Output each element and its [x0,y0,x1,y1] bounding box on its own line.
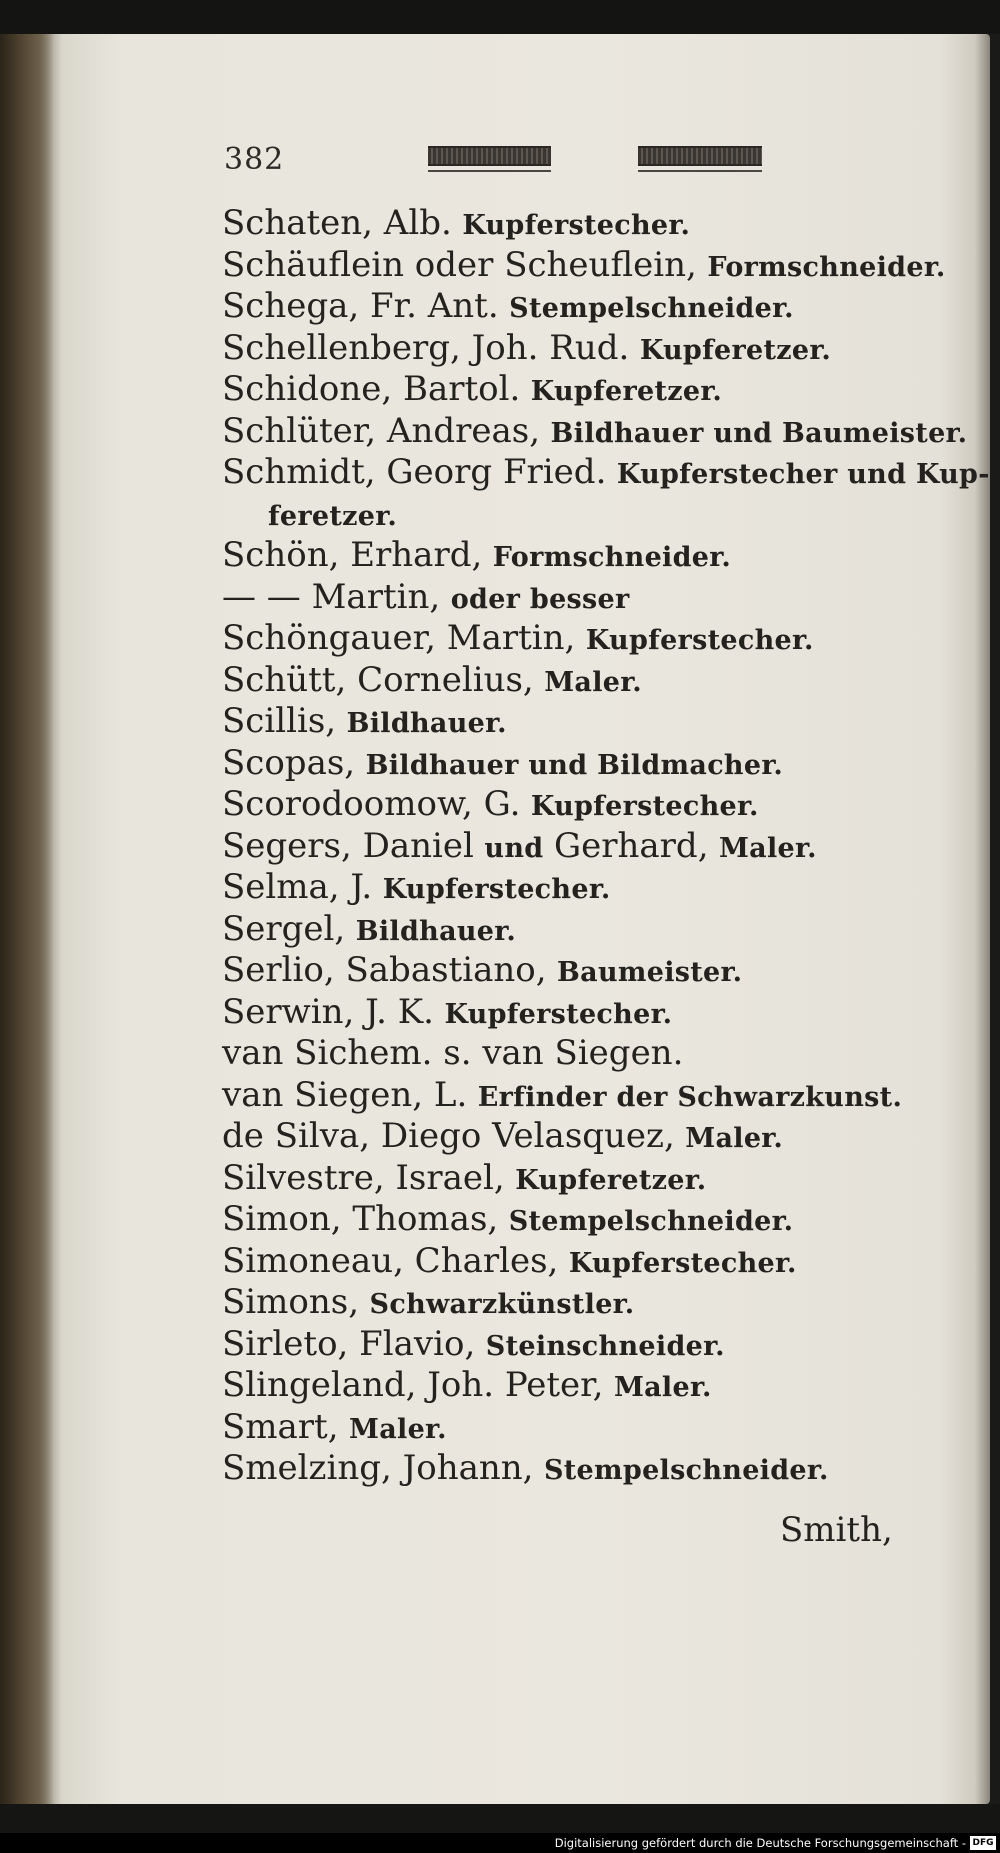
index-entry [222,742,972,784]
entry-name: — — Martin, [222,576,441,617]
entry-description: Erfinder der Schwarzkunst. [477,1081,903,1113]
entry-name: Serlio, Sabastiano, [222,950,547,990]
index-entry [222,1406,972,1448]
index-entry [222,285,972,327]
entry-description: Bildhauer. [346,708,507,739]
index-entry [222,451,990,493]
header-rule-right [638,170,762,172]
index-entry [222,783,972,825]
entry-name: Sergel, [222,908,346,949]
page-number: 382 [224,142,285,177]
entry-name: Scorodoomow, G. [222,784,521,824]
header-ornament-right [638,146,762,166]
funding-notice: Digitalisierung gefördert durch die Deutsche Forschungsgemeinschaft - [554,1836,966,1850]
entry-description: Stempelschneider. [508,1206,794,1237]
entry-name: de Silva, Diego Velasquez, [222,1116,675,1156]
entry-description: Kupferstecher. [568,1247,797,1279]
entry-description: Kupferstecher. [530,791,759,822]
index-entry [222,1447,972,1489]
catchword: Smith, [780,1510,893,1550]
index-entry [222,825,972,867]
entry-name: Schön, Erhard, [222,535,483,575]
entry-description: Bildhauer. [355,915,517,947]
index-entry [222,410,972,452]
index-entry [222,1074,972,1116]
entry-name: Sirleto, Flavio, [222,1323,476,1364]
index-entry [222,534,972,576]
index-entry [222,1323,972,1365]
book-spine-shadow [0,34,54,1804]
entry-description: Maler. [544,666,642,698]
entry-name: Schlüter, Andreas, [222,410,541,451]
entry-name: Schidone, Bartol. [222,369,521,409]
top-scan-border [0,0,1000,34]
entry-description: Maler. [685,1123,784,1154]
index-entry [222,1364,972,1406]
entry-description: Stempelschneider. [543,1455,829,1486]
entry-name: Schöngauer, Martin, [222,618,576,658]
entry-description: Bildhauer und Bildmacher. [365,749,784,781]
entry-description: Stempelschneider. [509,293,794,324]
entry-name: Schega, Fr. Ant. [222,286,499,326]
index-entry [222,493,972,535]
entry-name: Simoneau, Charles, [222,1240,559,1281]
entry-name: Scopas, [222,742,356,783]
entry-name: Schaten, Alb. [222,203,452,243]
entry-description: Steinschneider. [485,1330,725,1362]
entry-description: Kupferstecher. [462,210,691,241]
entry-description: Baumeister. [557,957,743,988]
entry-description: Formschneider. [492,542,732,573]
header-ornament-left [428,146,551,166]
entry-name: Scillis, [222,701,337,741]
entry-name: Slingeland, Joh. Peter, [222,1365,604,1405]
index-entry [222,244,972,286]
header-rule-left [428,170,551,172]
entry-name: Schütt, Cornelius, [222,659,534,700]
bottom-scan-border [0,1804,1000,1833]
index-entry [222,700,972,742]
entry-name: Selma, J. [222,867,373,907]
entry-name: van Siegen, L. [222,1074,468,1115]
entry-description: Maler. [349,1413,447,1445]
index-entry [222,1032,972,1074]
dfg-logo: DFG [970,1836,996,1850]
entry-name: Silvestre, Israel, [222,1157,505,1198]
entry-name: Schmidt, Georg Fried. [222,452,607,492]
index-entry [222,202,972,244]
entry-description: oder besser [450,583,630,615]
entry-description: Maler. [719,832,817,864]
entry-name: Serwin, J. K. [222,991,434,1032]
index-entry [222,1240,972,1282]
entry-description: feretzer. [268,500,398,532]
index-entry [222,327,972,369]
entry-description: Kupferstecher und Kup- [616,459,990,490]
entry-name: Smart, [222,1406,339,1447]
entry-name: van Sichem. s. van Siegen. [222,1033,684,1073]
index-entry [222,949,972,991]
index-entry [222,1115,972,1157]
entry-name: Smelzing, Johann, [222,1448,534,1488]
entry-description: Kupferetzer. [515,1164,707,1196]
entry-name: Simon, Thomas, [222,1199,499,1239]
entry-description: Formschneider. [707,251,946,283]
index-entry [222,617,972,659]
entry-description: Kupferstecher. [585,625,814,656]
entry-name: Schäuflein oder Scheuflein, [222,244,697,285]
index-entry [222,659,972,701]
entry-description: Maler. [613,1372,712,1403]
entry-name: Gerhard, [553,825,709,866]
index-entry [222,1157,972,1199]
entry-description: Kupferstecher. [382,874,611,905]
entry-name: Simons, [222,1282,360,1322]
index-entry [222,576,972,618]
entry-description: und [484,832,544,864]
index-entry [222,1281,972,1323]
entry-description: Bildhauer und Baumeister. [550,417,968,449]
index-entry [222,368,972,410]
entry-name: Segers, Daniel [222,825,474,866]
entry-description: Kupferetzer. [639,334,832,366]
entry-description: Schwarzkünstler. [369,1289,635,1320]
entry-name: Schellenberg, Joh. Rud. [222,327,630,368]
index-entry [222,991,972,1033]
entry-description: Kupferetzer. [530,376,723,407]
index-entry [222,908,972,950]
artist-index-list [222,202,990,1489]
index-entry [222,1198,972,1240]
entry-description: Kupferstecher. [444,998,673,1030]
index-entry [222,866,972,908]
